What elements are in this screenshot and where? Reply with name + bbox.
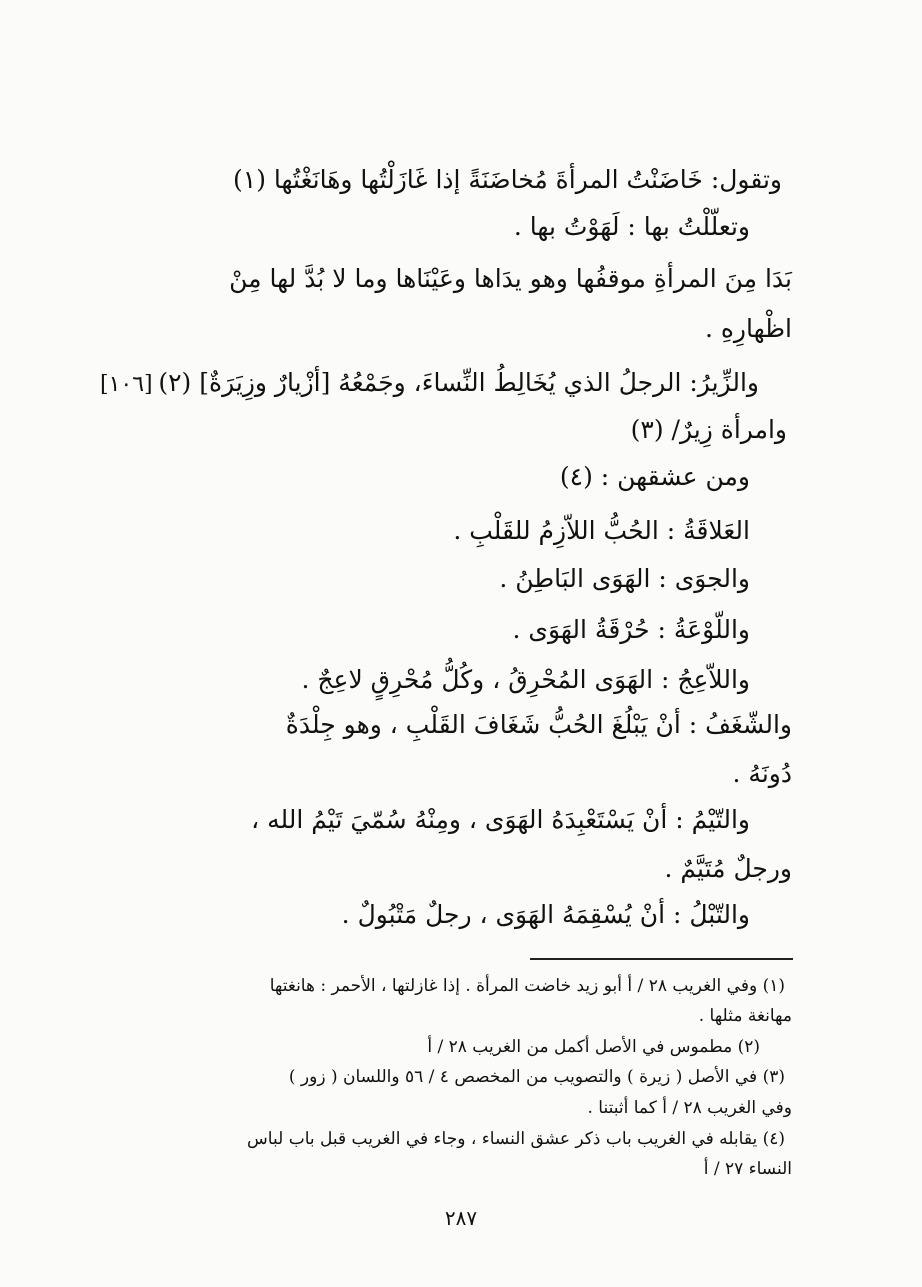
body-line-7: ومن عشقهن : (٤) <box>559 462 750 491</box>
footnote-line-7: النساء ٢٧ / أ <box>703 1159 792 1179</box>
footnote-line-4: (٣) في الأصل ( زيرة ) والتصويب من المخصص ٤ / ٥٦ واللسان ( زور ) <box>288 1067 785 1087</box>
body-line-14: والتّيْمُ : أنْ يَسْتَعْبِدَهُ الهَوَى ، ومِنْهُ سُمّيَ تَيْمُ الله ، <box>251 805 750 834</box>
body-line-2: وتعلّلْتُ بها : لَهَوْتُ بها . <box>513 212 750 241</box>
body-line-5: والزِّيرُ: الرجلُ الذي يُخَالِطُ النِّساءَ، وجَمْعُهُ [أزْيارٌ وزِيَرَةٌ] (٢) <box>158 368 759 397</box>
body-line-13: دُونَهُ . <box>732 759 792 788</box>
body-line-4: اظْهارِهِ . <box>704 314 792 343</box>
body-line-6: وامرأة زِيرٌ/ (٣) <box>630 415 787 444</box>
body-line-10: واللّوْعَةُ : حُرْقَةُ الهَوَى . <box>512 615 750 644</box>
body-line-8: العَلاقَةُ : الحُبُّ اللاّزِمُ للقَلْبِ . <box>453 516 750 545</box>
footnote-line-3: (٢) مطموس في الأصل أكمل من الغريب ٢٨ / أ <box>427 1037 760 1057</box>
body-line-16: والتّبْلُ : أنْ يُسْقِمَهُ الهَوَى ، رجلٌ مَتْبُولٌ . <box>341 900 750 929</box>
body-line-11: واللاّعِجُ : الهَوَى المُحْرِقُ ، وكُلُّ مُحْرِقٍ لاعِجٌ . <box>301 665 750 694</box>
footnote-separator <box>530 958 793 960</box>
footnote-line-1: (١) وفي الغريب ٢٨ / أ أبو زيد خاضت المرأة . إذا غازلتها ، الأحمر : هانغتها <box>269 976 785 996</box>
body-line-15: ورجلٌ مُتَيَّمٌ . <box>664 854 792 883</box>
body-line-1: وتقول: خَاضَنْتُ المرأةَ مُخاضَنَةً إذا غَازَلْتُها وهَانَغْتُها (١) <box>233 165 782 194</box>
footnote-line-5: وفي الغريب ٢٨ / أ كما أثبتنا . <box>587 1098 792 1118</box>
body-line-9: والجوَى : الهَوَى البَاطِنُ . <box>499 564 750 593</box>
body-line-3: بَدَا مِنَ المرأةِ موقفُها وهو يدَاها وعَيْنَاها وما لا بُدَّ لها مِنْ <box>229 264 792 293</box>
page-number: ٢٨٧ <box>444 1206 478 1230</box>
margin-folio-note: [١٠٦] <box>100 372 153 397</box>
footnote-line-2: مهانغة مثلها . <box>698 1006 792 1026</box>
body-line-12: والشّغَفُ : أنْ يَبْلُغَ الحُبُّ شَغَافَ القَلْبِ ، وهو جِلْدَةٌ <box>285 710 792 739</box>
footnote-line-6: (٤) يقابله في الغريب باب ذكر عشق النساء ، وجاء في الغريب قبل باب لباس <box>247 1129 785 1149</box>
